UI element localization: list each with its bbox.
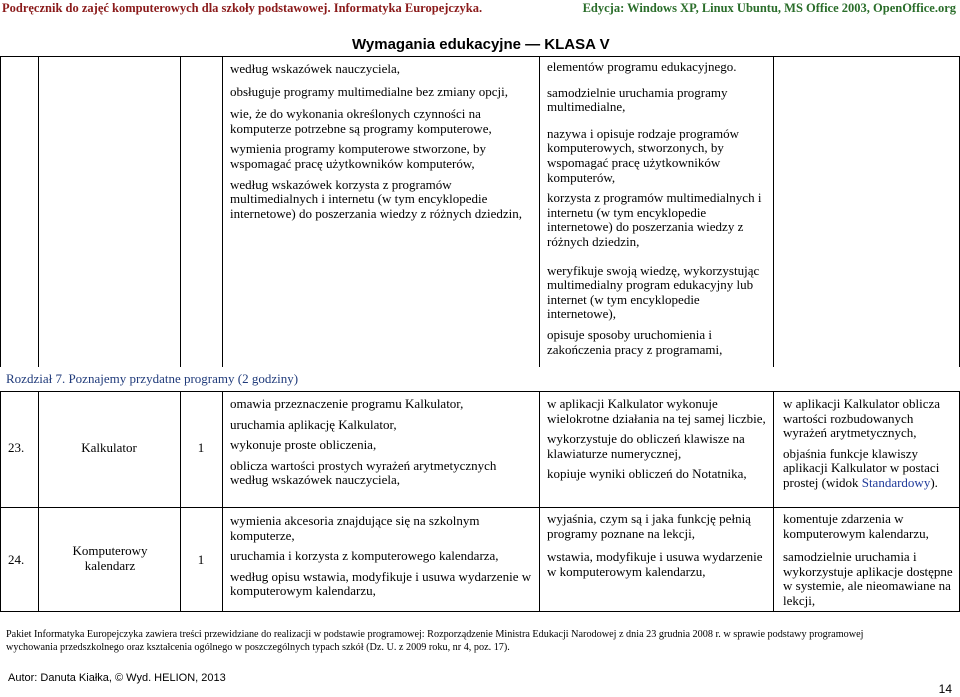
lesson-topic: Komputerowy kalendarz: [72, 543, 148, 573]
requirement-item: [783, 447, 955, 491]
requirement-item: korzysta z programów multimedialnych i internetu (w tym encyklopedie internetowe) do poszerzania wiedzy z różnych dziedzin,: [547, 190, 762, 249]
requirement-tail: ).: [930, 474, 938, 490]
header-edition: Edycja: Windows XP, Linux Ubuntu, MS Office 2003, OpenOffice.org: [582, 1, 956, 15]
header-book-title: Podręcznik do zajęć komputerowych dla szkoły podstawowej. Informatyka Europejczyka.: [2, 1, 483, 15]
requirement-item: nazywa i opisuje rodzaje programów komputerowych, stworzonych, by wspomagać pracę użytkowników komputerów,: [547, 125, 740, 185]
lesson-hours: 1: [197, 552, 205, 567]
page-number: 14: [938, 682, 952, 696]
lesson-hours: 1: [197, 440, 205, 455]
row23-extended-requirements: [547, 397, 769, 488]
row24-extended-requirements: [547, 512, 769, 585]
requirement-item: weryfikuje swoją wiedzę, wykorzystując multimedialny program edukacyjny lub internet (w tym encyklopedie internetowe),: [547, 262, 760, 322]
requirement-item: w aplikacji Kalkulator wykonuje wielokrotne działania na tej samej liczbie,: [547, 396, 766, 426]
requirement-item: wyjaśnia, czym są i jaka funkcję pełnią programy poznane na lekcji,: [547, 511, 751, 541]
standard-view-term: Standardowy: [861, 474, 931, 490]
requirement-item: samodzielnie uruchamia programy multimedialne,: [547, 84, 728, 115]
footer-legal-line2: wychowania przedszkolnego oraz kształcenia ogólnego w poszczególnych typach szkół (Dz. U. z 2009 roku, nr 4, poz. 17).: [6, 642, 510, 653]
requirement-item: uruchamia aplikację Kalkulator,: [230, 416, 397, 432]
footer-legal-line1: Pakiet Informatyka Europejczyka zawiera treści przewidziane do realizacji w podstawie programowej: Rozporządzenie Ministra Edukacji Narodowej z dnia 23 grudnia 2008 r. w sprawie podstawy programowej: [6, 629, 864, 640]
requirement-item: wie, że do wykonania określonych czynności na komputerze potrzebne są programy komputerowe,: [230, 106, 492, 136]
top-basic-requirements: [230, 62, 534, 227]
requirement-item: według opisu wstawia, modyfikuje i usuwa wydarzenie w komputerowym kalendarzu,: [230, 568, 532, 599]
requirement-text: objaśnia funkcje klawiszy aplikacji Kalkulator w postaci prostej (widok: [783, 445, 940, 490]
requirement-item: oblicza wartości prostych wyrażeń arytmetycznych według wskazówek nauczyciela,: [230, 457, 497, 488]
row23-basic-requirements: [230, 397, 534, 494]
page-title: Wymagania edukacyjne — KLASA V: [352, 36, 610, 53]
requirement-item: uruchamia i korzysta z komputerowego kalendarza,: [230, 548, 499, 564]
requirement-item: według wskazówek nauczyciela,: [230, 61, 401, 76]
row24-advanced-requirements: [783, 512, 955, 615]
top-extended-requirements: [547, 60, 769, 363]
requirement-item: elementów programu edukacyjnego.: [547, 59, 737, 74]
requirement-item: wymienia akcesoria znajdujące się na szkolnym komputerze,: [230, 513, 480, 543]
requirement-item: omawia przeznaczenie programu Kalkulator,: [230, 396, 464, 411]
lesson-number: 23.: [8, 440, 25, 455]
chapter-heading: Rozdział 7. Poznajemy przydatne programy (2 godziny): [6, 371, 299, 386]
footer-author: Autor: Danuta Kiałka, © Wyd. HELION, 2013: [8, 672, 226, 684]
page-header: [0, 0, 960, 17]
requirement-item: wstawia, modyfikuje i usuwa wydarzenie w komputerowym kalendarzu,: [547, 549, 763, 579]
requirement-item: obsługuje programy multimedialne bez zmiany opcji,: [230, 83, 508, 99]
row23-advanced-requirements: [783, 397, 955, 497]
lesson-number: 24.: [8, 552, 25, 567]
requirement-item: w aplikacji Kalkulator oblicza wartości rozbudowanych wyrażeń arytmetycznych,: [783, 396, 941, 441]
lesson-topic: Kalkulator: [81, 440, 137, 455]
requirement-item: samodzielnie uruchamia i wykorzystuje aplikacje dostępne w systemie, ale nieomawiane na lekcji,: [783, 549, 953, 608]
requirement-item: opisuje sposoby uruchomienia i zakończenia pracy z programami,: [547, 326, 723, 357]
requirement-item: komentuje zdarzenia w komputerowym kalendarzu,: [783, 511, 929, 541]
requirement-item: kopiuje wyniki obliczeń do Notatnika,: [547, 466, 747, 482]
requirement-item: wykorzystuje do obliczeń klawisze na klawiaturze numerycznej,: [547, 431, 745, 461]
requirement-item: według wskazówek korzysta z programów multimedialnych i internetu (w tym encyklopedie internetowe) do poszerzania wiedzy z różnych dziedzin,: [230, 176, 523, 221]
row24-basic-requirements: [230, 514, 534, 605]
requirement-item: wymienia programy komputerowe stworzone, by wspomagać pracę użytkowników komputerów,: [230, 141, 486, 171]
requirement-item: wykonuje proste obliczenia,: [230, 437, 377, 453]
